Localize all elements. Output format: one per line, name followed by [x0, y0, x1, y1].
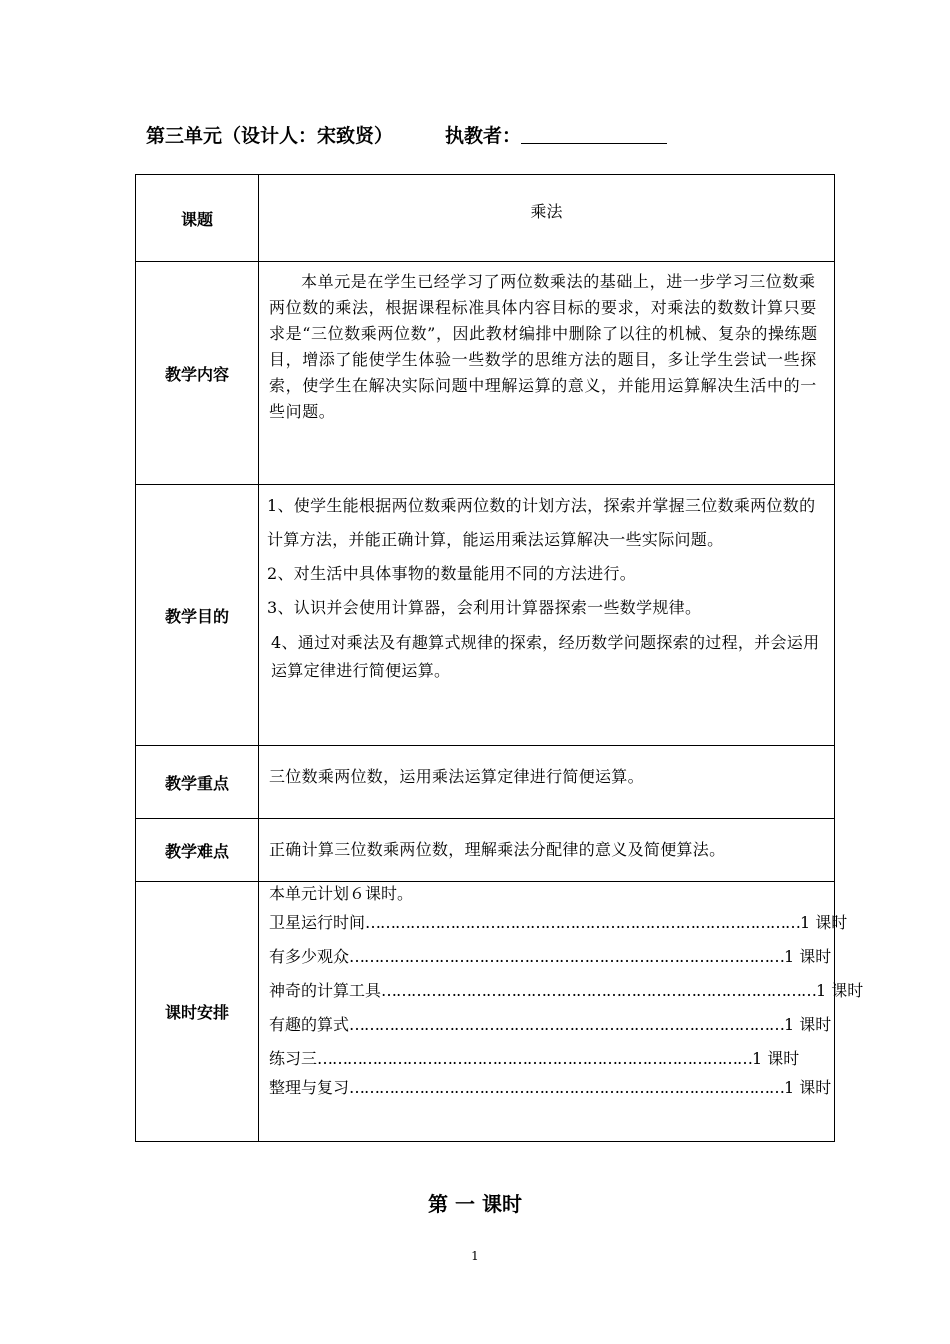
schedule-item — [269, 1008, 832, 1042]
teacher-label: 执教者： — [445, 125, 522, 147]
unit-title: 第三单元（设计人：宋致贤） — [146, 125, 394, 147]
teaching-content-label: 教学内容 — [136, 262, 259, 485]
goal-item-1: 1、使学生能根据两位数乘两位数的计划方法，探索并掌握三位数乘两位数的计算方法，并能正确计算，能运用乘法运算解决一些实际问题。 — [267, 496, 816, 549]
schedule-item — [269, 906, 848, 940]
schedule-item-hours: 1 课时 — [784, 1078, 832, 1097]
schedule-item-name: 神奇的计算工具 — [269, 981, 382, 1000]
goal-item-2: 2、对生活中具体事物的数量能用不同的方法进行。 — [267, 564, 637, 583]
row-difficulties — [136, 819, 835, 882]
leader-dots: …………………………………………………………………………… — [349, 1015, 785, 1034]
key-points-text: 三位数乘两位数，运用乘法运算定律进行简便运算。 — [269, 767, 644, 786]
lesson-plan-table — [135, 174, 864, 1142]
schedule-label: 课时安排 — [136, 882, 259, 1142]
schedule-item — [269, 1076, 832, 1100]
schedule-item-name: 练习三 — [269, 1049, 318, 1068]
schedule-item-name: 整理与复习 — [269, 1078, 350, 1097]
row-teaching-goals — [136, 485, 835, 746]
leader-dots: …………………………………………………………………………… — [365, 913, 801, 932]
leader-dots: …………………………………………………………………………… — [381, 981, 817, 1000]
schedule-item-name: 有趣的算式 — [269, 1015, 350, 1034]
leader-dots: …………………………………………………………………………… — [349, 1078, 785, 1097]
row-key-points — [136, 746, 835, 819]
schedule-item-hours: 1 课时 — [800, 913, 848, 932]
schedule-item-name: 卫星运行时间 — [269, 913, 366, 932]
difficulties-text: 正确计算三位数乘两位数，理解乘法分配律的意义及简便算法。 — [269, 840, 726, 859]
leader-dots: …………………………………………………………………………… — [317, 1049, 753, 1068]
lesson-title: 第 一 课时 — [428, 1192, 522, 1216]
row-teaching-content — [136, 262, 835, 485]
schedule-item — [269, 940, 832, 974]
teacher-blank-line — [521, 125, 667, 144]
unit-header — [146, 121, 667, 148]
schedule-item-hours: 1 课时 — [816, 981, 864, 1000]
schedule-intro: 本单元计划６课时。 — [269, 884, 414, 903]
topic-value: 乘法 — [530, 202, 563, 221]
schedule-item — [269, 974, 864, 1008]
goal-item-3: 3、认识并会使用计算器，会利用计算器探索一些数学规律。 — [267, 598, 702, 617]
schedule-item — [269, 1042, 800, 1076]
key-points-label: 教学重点 — [136, 746, 259, 819]
row-schedule — [136, 882, 835, 1142]
teaching-content-text: 本单元是在学生已经学习了两位数乘法的基础上，进一步学习三位数乘两位数的乘法，根据课程标准具体内容目标的要求，对乘法的数数计算只要求是“三位数乘两位数”，因此教材编排中删除了以往的机械、复杂的操练题目，增添了能使学生体验一些数学的思维方法的题目，多让学生尝试一些探索，使学生在解决实际问题中理解运算的意义，并能用运算解决生活中的一些问题。 — [269, 272, 818, 421]
leader-dots: …………………………………………………………………………… — [349, 947, 785, 966]
teaching-goals-label: 教学目的 — [136, 485, 259, 746]
topic-label: 课题 — [136, 175, 259, 262]
schedule-item-name: 有多少观众 — [269, 947, 350, 966]
page-number: 1 — [471, 1249, 479, 1263]
schedule-item-hours: 1 课时 — [784, 1015, 832, 1034]
schedule-item-hours: 1 课时 — [752, 1049, 800, 1068]
difficulties-label: 教学难点 — [136, 819, 259, 882]
row-topic — [136, 175, 835, 262]
goal-item-4: 4、通过对乘法及有趣算式规律的探索，经历数学问题探索的过程，并会运用运算定律进行简便运算。 — [271, 633, 820, 680]
schedule-item-hours: 1 课时 — [784, 947, 832, 966]
